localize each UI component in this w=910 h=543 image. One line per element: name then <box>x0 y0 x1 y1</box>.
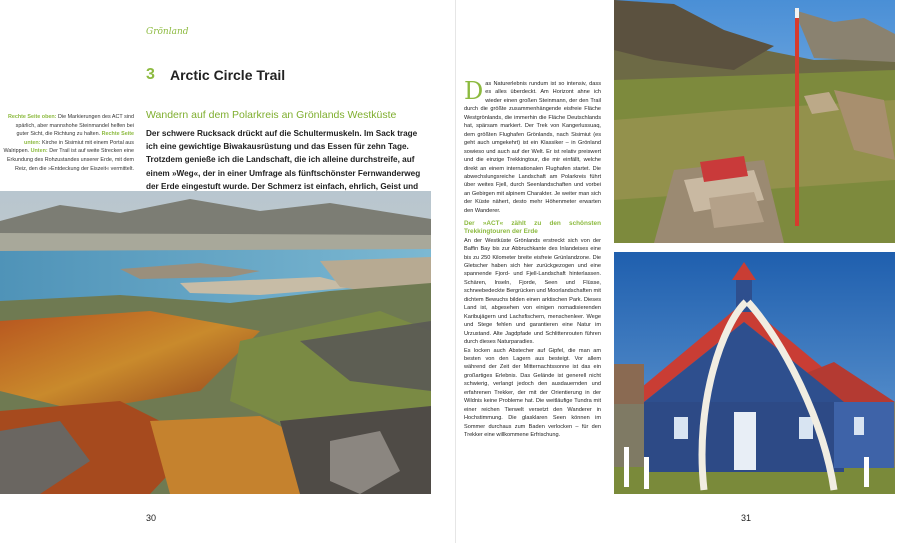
caption-label-bottom-right: Rechte Seite unten: <box>24 131 134 146</box>
tundra-lake-photo <box>0 191 431 494</box>
page-number-left: 30 <box>146 513 157 523</box>
page-number-right: 31 <box>741 513 752 523</box>
church-whale-rib-photo <box>614 252 895 494</box>
subheading: Wandern auf dem Polarkreis an Grönlands Westküste <box>146 109 397 121</box>
running-head: Grönland <box>146 27 189 37</box>
drop-cap: D <box>464 77 484 105</box>
cairn-trail-marker-photo <box>614 0 895 243</box>
photo-caption <box>2 113 134 173</box>
body-paragraph-3: Es locken auch Abstecher auf Gipfel, die man am besten von den Lagern aus besteigt. Vor allem während der Zeit der Mitternachtssonne ist das ein großartiges Erlebnis. Das Gelände ist generell nicht schwierig, verlangt jedoch den ausdauernden und erfahrenen Trekker, der mit der Orientierung in der Wildnis keine Probleme hat. Die weitläufige Tundra mit einer reichen Tierwelt versetzt den Wanderer in Hochstimmung. Die glasklaren Seen können im Sommer durchaus zum Baden verlocken – für den Trekker eine willkommene Erfrischung. <box>464 347 601 439</box>
caption-text-bottom-right: Kirche in Sisimiut mit einem Portal aus Walrippen. <box>3 139 134 155</box>
caption-label-top-right: Rechte Seite oben: <box>7 114 57 120</box>
caption-label-below: Unten: <box>30 148 48 155</box>
chapter-number: 3 <box>146 66 155 83</box>
book-spine <box>455 0 456 543</box>
lead-paragraph: Der schwere Rucksack drückt auf die Schultermuskeln. Im Sack trage ich eine gewichtige Biwakausrüstung und das Essen für zehn Tage. Trotzdem genieße ich die Landschaft, die ich alleine durchstreife, auf einem »Weg«, der in einer Umfrage als fünftschönster Fernwanderweg der Erde eingestuft wurde. Der Schmerz ist einfach, ehrlich, Geist und <box>146 129 421 191</box>
chapter-title: Arctic Circle Trail <box>170 67 286 83</box>
body-paragraph-2: An der Westküste Grönlands erstreckt sich von der Baffin Bay bis zur Abbruchkante des Inlandeises eine bis zu 250 Kilometer breite eisfreie Grünlandzone. Die Gletscher haben sich hier zurückgezogen und eine spannende Fjord- und Fjell-Landschaft hinterlassen. Schären, Inseln, Fjorde, Seen und Flüsse, schneebedeckte Bergrücken und Moorlandschaften mit dichtem Bewuchs bilden einen arktischen Park. Dieses Land ist, abgesehen von einigen nomadisierenden Karibujägern und Lachsfischern, menschenleer. Wege und Stege fehlen und garantieren eine Natur im Urzustand. Alte Jagdpfade und Schlittenrouten führen durch dieses Naturparadies. <box>464 237 601 346</box>
caption-text-top-right: Die Markierungen des ACT sind spärlich, aber mannshohe Steinmandel helfen bei guter Sicht, die Richtung zu halten. <box>15 114 134 138</box>
body-paragraph-1-text: as Naturerlebnis rundum ist so intensiv, dass es alles überdeckt. Am Horizont ahne ich wieder einen großen Steinmann, der den Trail durch die größte zusammenhängende eisfreie Fläche Westgrönlands, die immerhin die Fläche Deutschlands hat, spärsam markiert. Der Trek von Kangerlussuaq, dem größten Flughafen Grönlands, nach Sisimiut (es geht auch umgekehrt) ist ein Klassiker – in Grönland sowieso und auch auf der Welt. Er ist relativ preiswert und die einzige Trekkingtour, die mir einfällt, welche direkt an einem internationalen Flughafen startet. Die abwechslungsreiche Landschaft am Polarkreis führt über weites Fjell, durch Seenlandschaften und vorbei an Gebirgen mit alpinem Charakter. Je weiter man sich der Küste nähert, desto mehr Höhenmeter erwarten den Wanderer. <box>464 81 601 214</box>
body-subheading: Der »ACT« zählt zu den schönsten Trekkingtouren der Erde <box>464 220 601 236</box>
body-text-column <box>464 77 601 440</box>
caption-text-below: Der Trail ist auf weite Strecken eine Erkundung des Rohzustandes unserer Erde, mit dem Reiz, den die »Entdeckung der Eiszeit« vermittelt. <box>6 148 134 172</box>
body-paragraph-1 <box>464 77 601 215</box>
